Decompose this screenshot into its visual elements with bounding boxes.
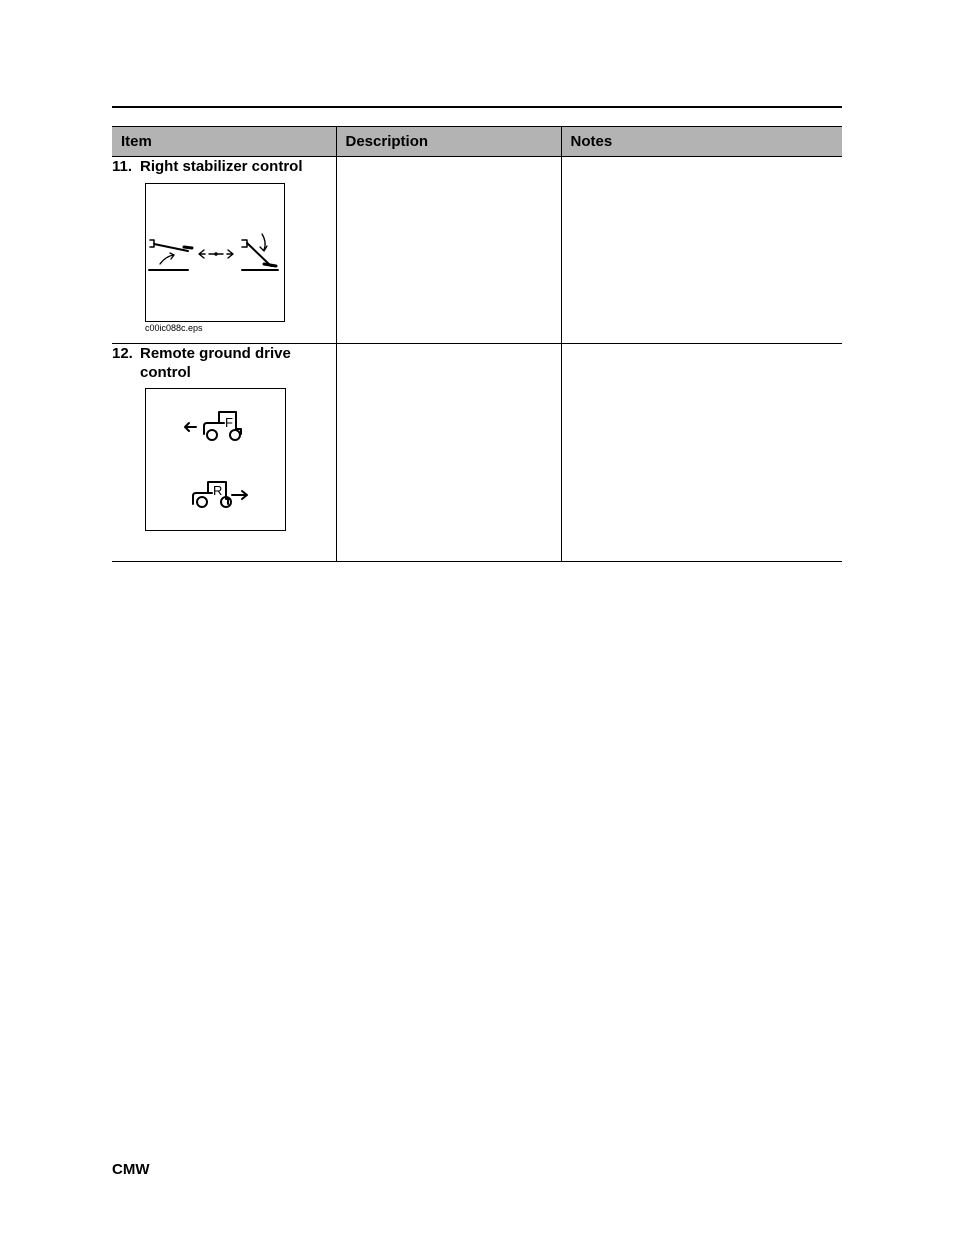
footer-label: CMW bbox=[112, 1161, 150, 1178]
header-item: Item bbox=[112, 127, 336, 157]
top-rule bbox=[112, 106, 842, 108]
notes-cell bbox=[561, 157, 842, 344]
stabilizer-control-figure bbox=[145, 183, 285, 322]
table-header-row bbox=[112, 127, 842, 157]
header-notes: Notes bbox=[561, 127, 842, 157]
item-label: Remote ground drive control bbox=[140, 345, 291, 381]
header-description: Description bbox=[336, 127, 561, 157]
item-cell bbox=[112, 344, 336, 562]
item-title bbox=[112, 344, 336, 382]
description-cell bbox=[336, 157, 561, 344]
stabilizer-control-icon bbox=[146, 184, 284, 321]
item-label: Right stabilizer control bbox=[140, 158, 303, 175]
controls-table bbox=[112, 126, 842, 562]
item-cell bbox=[112, 157, 336, 344]
ground-drive-icon bbox=[146, 389, 285, 530]
reverse-label: R bbox=[213, 483, 223, 498]
item-number: 12. bbox=[112, 345, 133, 362]
description-cell bbox=[336, 344, 561, 562]
ground-drive-figure bbox=[145, 388, 286, 531]
figure-caption: c00ic088c.eps bbox=[145, 323, 203, 333]
table-row bbox=[112, 157, 842, 344]
item-title bbox=[112, 157, 336, 176]
item-number: 11. bbox=[112, 158, 133, 175]
forward-label: F bbox=[225, 415, 233, 430]
table-row bbox=[112, 344, 842, 562]
notes-cell bbox=[561, 344, 842, 562]
